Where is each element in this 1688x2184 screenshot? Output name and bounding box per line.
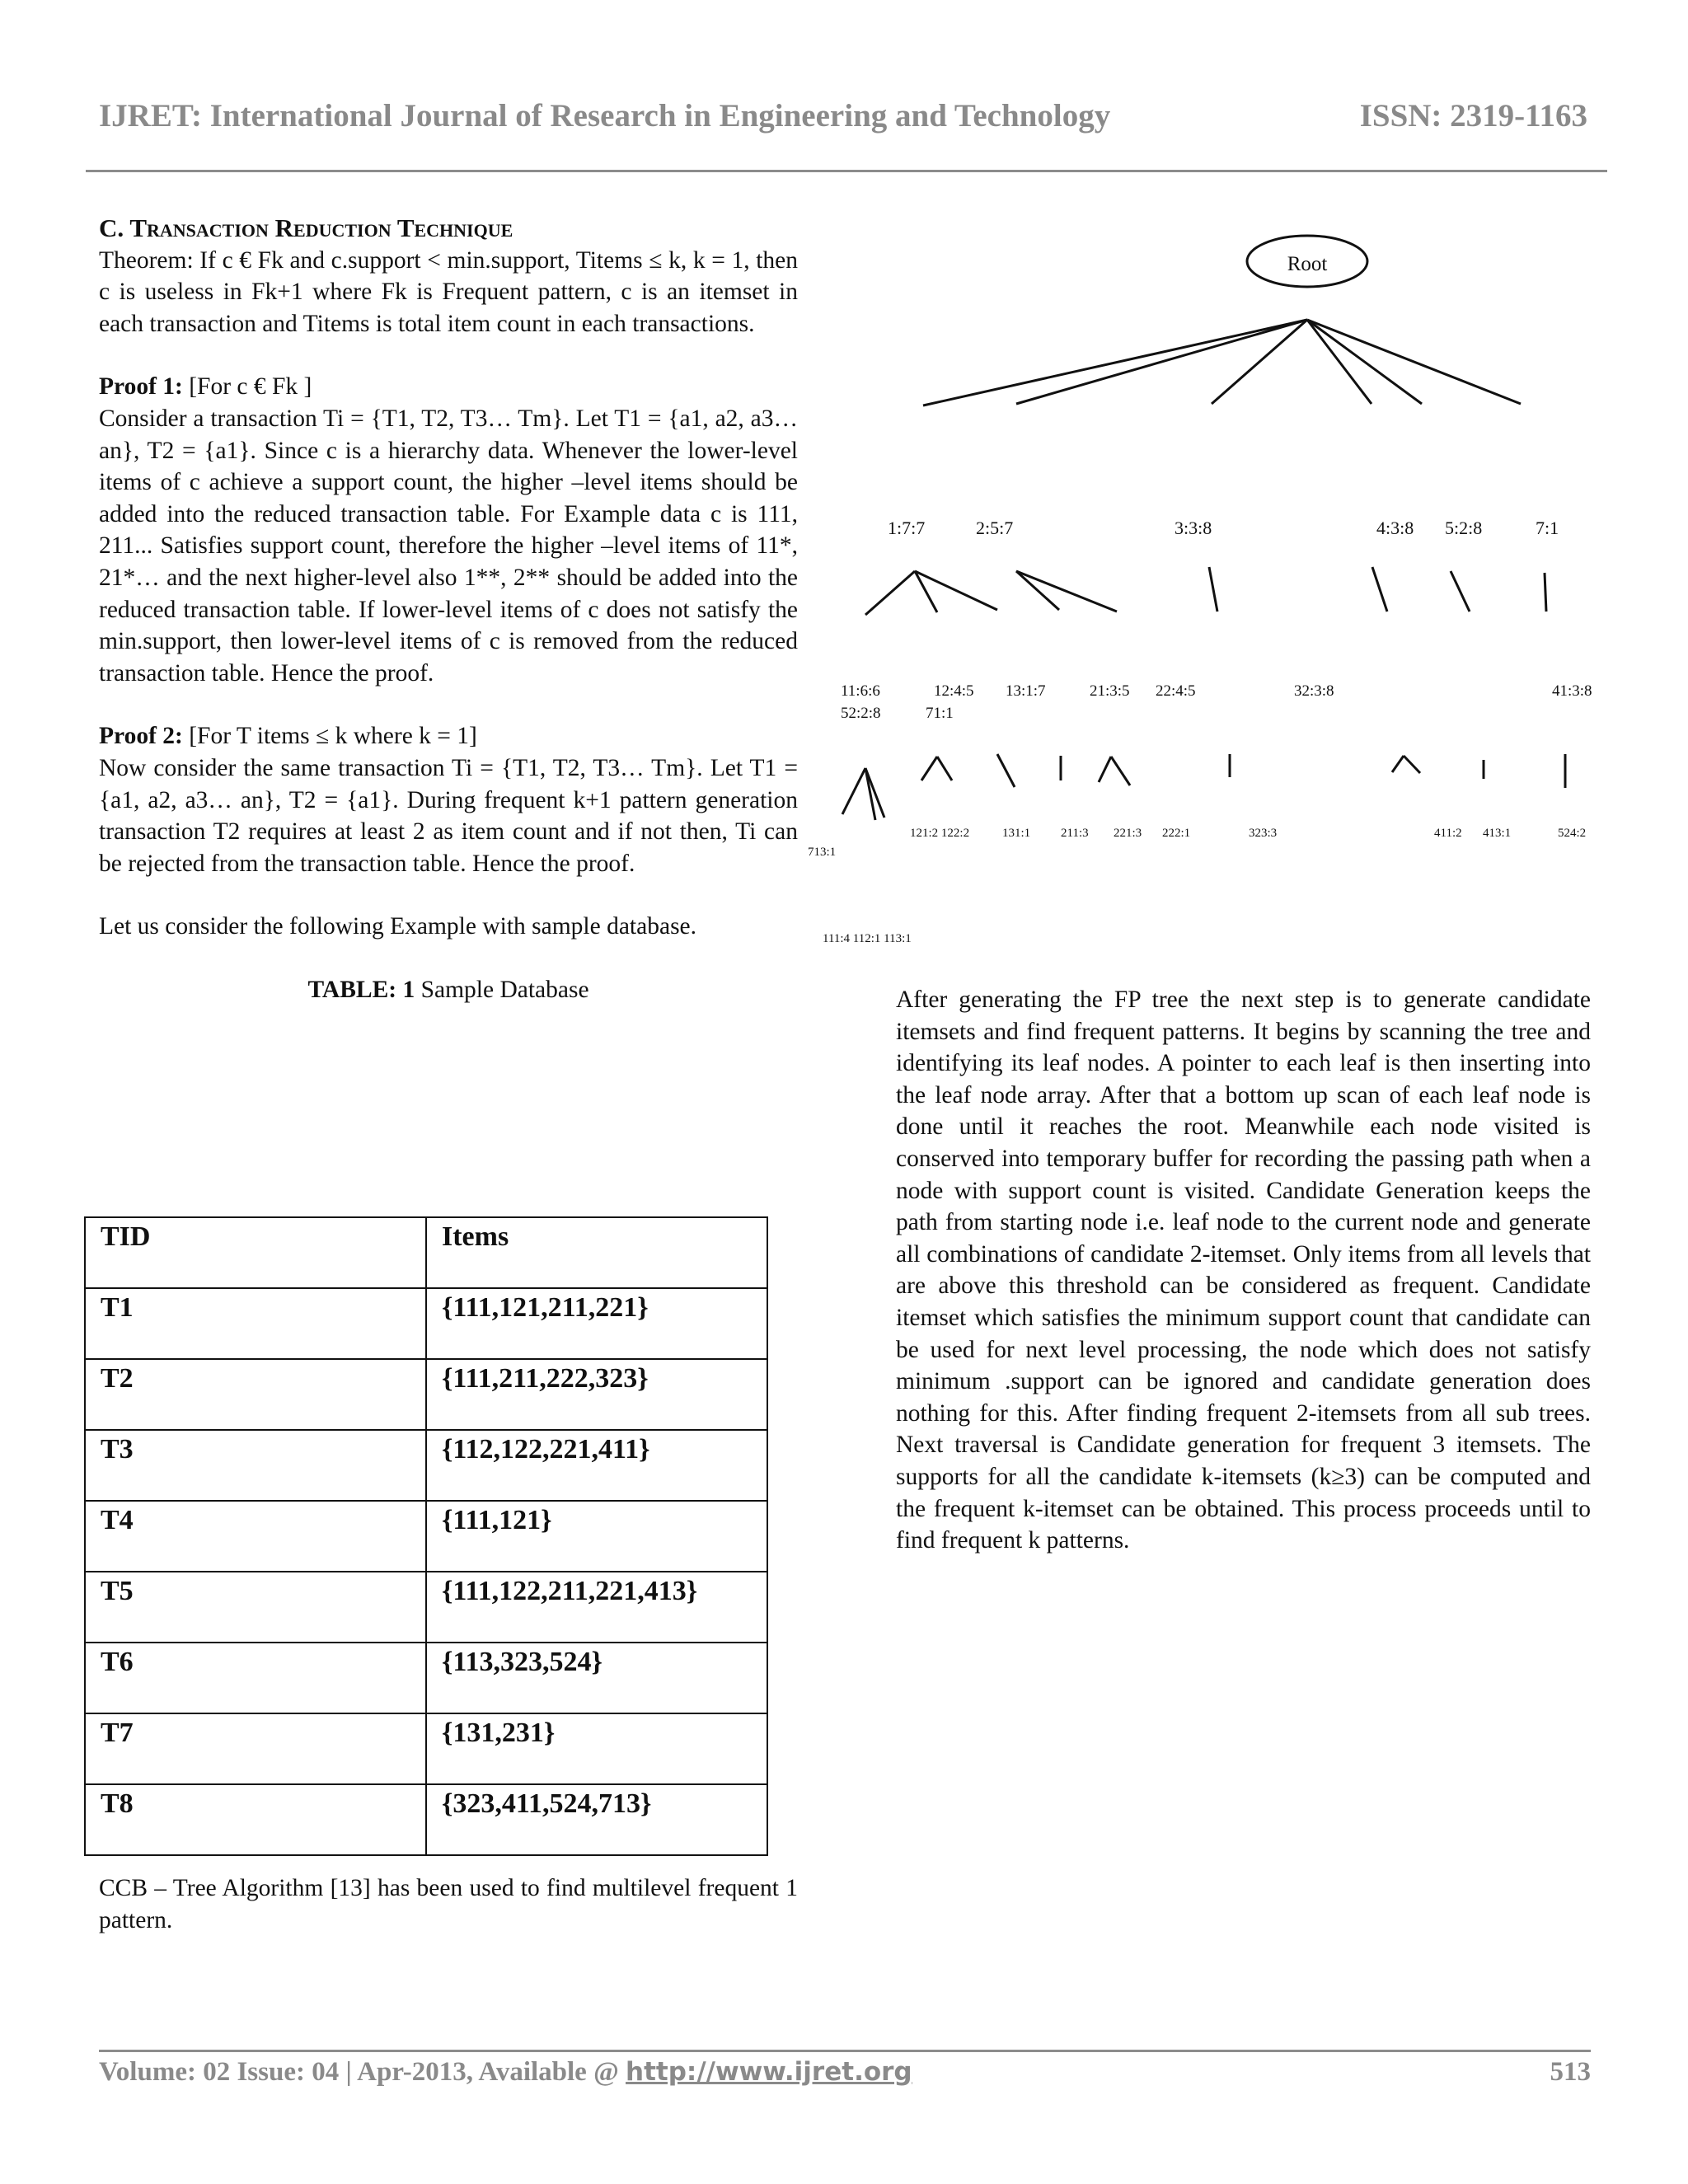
node-label: 12:4:5 xyxy=(934,682,974,700)
table-row xyxy=(85,1359,767,1430)
table-row xyxy=(85,1572,767,1643)
proof-1-tag: [For c € Fk ] xyxy=(182,373,312,401)
header-rule xyxy=(86,170,1607,172)
footer-rule xyxy=(99,2050,1591,2052)
node-label: 4:3:8 xyxy=(1376,518,1414,538)
level-3-labels xyxy=(808,827,1586,859)
footer-link[interactable]: http://www.ijret.org xyxy=(626,2057,912,2087)
node-label: 7:1 xyxy=(1536,518,1559,538)
table-caption-label: TABLE: 1 xyxy=(307,976,415,1003)
proof-1-label: Proof 1: xyxy=(99,373,183,401)
tid-cell: T3 xyxy=(85,1430,426,1501)
items-cell: {111,211,222,323} xyxy=(426,1359,767,1430)
table-row xyxy=(85,1501,767,1572)
level-2-labels xyxy=(841,682,1592,722)
footer-volume xyxy=(99,2057,912,2088)
table-header-row xyxy=(85,1217,767,1288)
table-row xyxy=(85,1430,767,1501)
node-label: 211:3 xyxy=(1061,827,1089,840)
theorem: Theorem: If c € Fk and c.support < min.support, Titems ≤ k, k = 1, then c is useless in Fk+1 where Fk is Frequent pattern, c is an itemset in each transaction and Titems is total item count in each transactions. xyxy=(99,246,798,337)
items-cell: {111,121} xyxy=(426,1501,767,1572)
node-label: 713:1 xyxy=(808,846,837,859)
level-1-labels xyxy=(888,518,1559,538)
root-label: Root xyxy=(1287,253,1328,275)
journal-title: IJRET: International Journal of Research in Engineering and Technology xyxy=(99,98,1111,134)
node-label: 524:2 xyxy=(1558,827,1587,840)
node-label: 71:1 xyxy=(926,705,954,722)
table-caption xyxy=(99,974,798,1006)
example-intro: Let us consider the following Example with sample database. xyxy=(99,913,697,940)
proof-2-text: Now consider the same transaction Ti = {T1, T2, T3… Tm}. Let T1 = {a1, a2, a3… an}, T2 = {a1}. During frequent k+1 pattern generation transaction T2 requires at least 2 as item count and if not then, Ti can be rejected from the transaction table. Hence the proof. xyxy=(99,754,798,877)
proof-1-text: Consider a transaction Ti = {T1, T2, T3… Tm}. Let T1 = {a1, a2, a3… an}, T2 = {a1}. Since c is a hierarchy data. Whenever the lower-level items of c achieve a support count, the higher –level items should be added into the reduced transaction table. For Example data c is 111, 211... Satisfies support count, therefore the higher –level items of 11*, 21*… and the next higher-level also 1**, 2** should be added into the reduced transaction table. If lower-level items of c does not satisfy the min.support, then lower-level items of c is removed from the reduced transaction table. Hence the proof. xyxy=(99,405,798,687)
table-row xyxy=(85,1784,767,1855)
items-cell: {112,122,221,411} xyxy=(426,1430,767,1501)
items-cell: {131,231} xyxy=(426,1713,767,1784)
node-label: 131:1 xyxy=(1002,827,1031,840)
tid-cell: T6 xyxy=(85,1643,426,1713)
proof-2-tag: [For T items ≤ k where k = 1] xyxy=(182,723,477,750)
issn: ISSN: 2319-1163 xyxy=(1359,98,1587,134)
proof-1-heading xyxy=(99,371,798,403)
page-number: 513 xyxy=(1550,2057,1591,2087)
tid-cell: T5 xyxy=(85,1572,426,1643)
tree-edges xyxy=(842,320,1565,820)
candidate-generation-paragraph: After generating the FP tree the next step is to generate candidate itemsets and find frequent patterns. It begins by scanning the tree and identifying its leaf nodes. A pointer to each leaf is then inserting into the leaf node array. After that a bottom up scan of each leaf node is done until it reaches the root. Meanwhile each node visited is conserved into temporary buffer for recording the passing path when a node with support count is visited. Candidate Generation keeps the path from starting node i.e. leaf node to the current node and generate all combinations of candidate 2-itemset. Only items from all levels that are above this threshold can be considered as frequent. Candidate itemset which satisfies the minimum support count that candidate can be used for next level processing, the node which does not satisfy minimum .support can be ignored and candidate generation does nothing for this. After finding frequent 2-itemsets from all sub trees. Next traversal is Candidate generation for frequent 3 itemsets. The supports for all the candidate k-itemsets (k≥3) can be computed and the frequent k-itemset can be obtained. This process proceeds until to find frequent k patterns. xyxy=(896,987,1591,1554)
node-label: 2:5:7 xyxy=(976,518,1014,538)
proof-2-label: Proof 2: xyxy=(99,723,183,750)
node-label: 323:3 xyxy=(1249,827,1278,840)
node-label: 121:2 122:2 xyxy=(910,827,970,840)
proof-2-heading xyxy=(99,720,798,752)
node-label: 11:6:6 xyxy=(841,682,880,700)
table-row xyxy=(85,1288,767,1359)
header-items: Items xyxy=(426,1217,767,1288)
node-label: 221:3 xyxy=(1114,827,1142,840)
node-label: 111:4 112:1 113:1 xyxy=(823,932,912,945)
node-label: 41:3:8 xyxy=(1552,682,1592,700)
right-column xyxy=(896,984,1591,1557)
table-caption-text: Sample Database xyxy=(415,976,589,1003)
node-label: 32:3:8 xyxy=(1294,682,1334,700)
node-label: 22:4:5 xyxy=(1156,682,1196,700)
items-cell: {323,411,524,713} xyxy=(426,1784,767,1855)
tid-cell: T2 xyxy=(85,1359,426,1430)
left-column xyxy=(99,213,798,1005)
tid-cell: T1 xyxy=(85,1288,426,1359)
node-label: 52:2:8 xyxy=(841,705,881,722)
sample-database-table xyxy=(84,1216,768,1856)
ccb-tree-paragraph: CCB – Tree Algorithm [13] has been used to find multilevel frequent 1 pattern. xyxy=(99,1875,798,1933)
table-row xyxy=(85,1713,767,1784)
node-label: 13:1:7 xyxy=(1006,682,1046,700)
tid-cell: T7 xyxy=(85,1713,426,1784)
section-heading: C. Transaction Reduction Technique xyxy=(99,213,513,242)
items-cell: {111,122,211,221,413} xyxy=(426,1572,767,1643)
fp-tree-diagram xyxy=(795,227,1607,968)
node-label: 5:2:8 xyxy=(1445,518,1483,538)
table-row xyxy=(85,1643,767,1713)
items-cell: {113,323,524} xyxy=(426,1643,767,1713)
tid-cell: T8 xyxy=(85,1784,426,1855)
header-tid: TID xyxy=(85,1217,426,1288)
items-cell: {111,121,211,221} xyxy=(426,1288,767,1359)
node-label: 1:7:7 xyxy=(888,518,926,538)
node-label: 411:2 xyxy=(1434,827,1462,840)
node-label: 3:3:8 xyxy=(1175,518,1212,538)
node-label: 21:3:5 xyxy=(1090,682,1130,700)
footer-volume-text: Volume: 02 Issue: 04 | Apr-2013, Available @ xyxy=(99,2057,626,2087)
level-4-labels xyxy=(823,932,912,945)
node-label: 222:1 xyxy=(1162,827,1191,840)
tid-cell: T4 xyxy=(85,1501,426,1572)
node-label: 413:1 xyxy=(1483,827,1512,840)
